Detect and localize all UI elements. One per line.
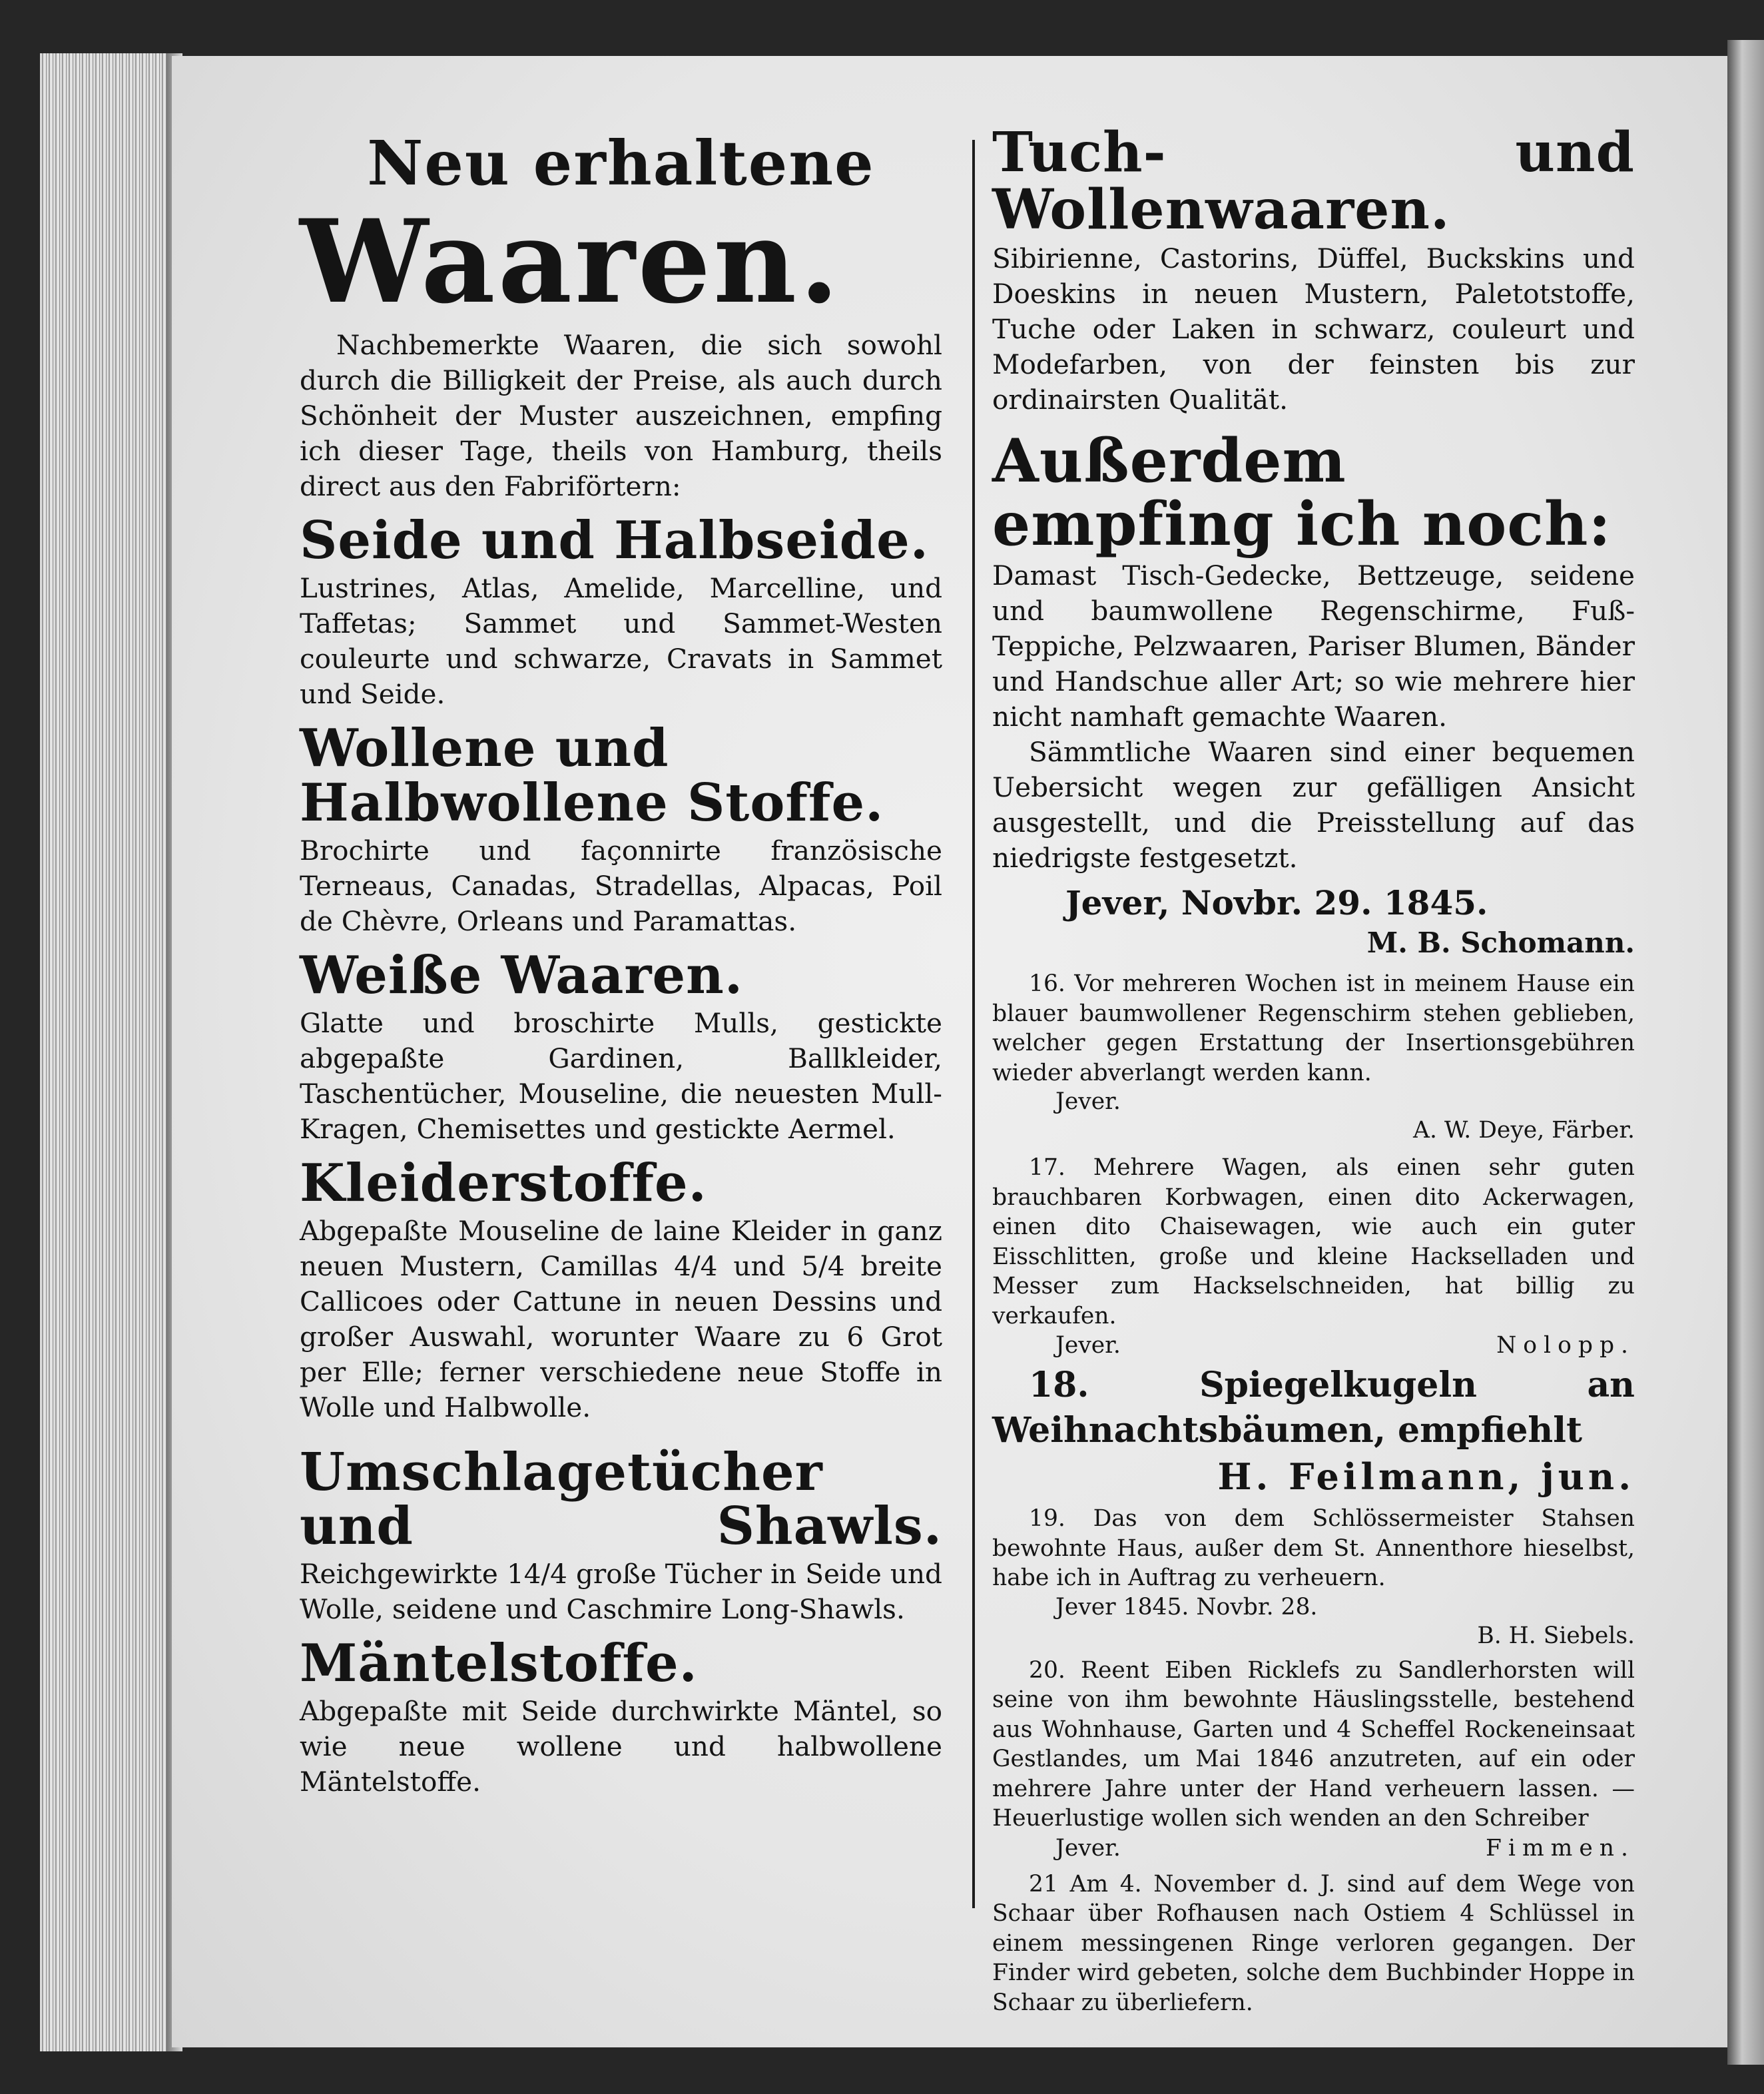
ad-17-text: 17. Mehrere Wagen, als einen sehr guten brauchbaren Korbwagen, einen dito Ackerwagen, einen dito Chaisewagen, wie auch ein guter Eisschlitten, große und kleine Hackselladen und Messer zum Hackselschneiden, hat billig zu verkaufen. [992,1154,1635,1329]
section-text-seide: Lustrines, Atlas, Amelide, Marcelline, und Taffetas; Sammet und Sammet-Westen couleurte und schwarze, Cravats in Sammet und Seide. [300,572,942,711]
column-divider [972,140,975,1908]
section-heading-weisse-waaren: Weiße Waaren. [300,944,744,1006]
left-column [300,120,942,1800]
ad-20-text: 20. Reent Eiben Ricklefs zu Sandlerhorsten will seine von ihm bewohnte Häuslingsstelle, bestehend aus Wohnhause, Garten und 4 Scheffel Rockeneinsaat Gestlandes, um Mai 1846 anzutreten, auf ein oder mehrere Jahre unter der Hand verheuern lassen. — Heuerlustige wollen sich wenden an den Schreiber [992,1656,1635,1832]
ad-16-text: 16. Vor mehreren Wochen ist in meinem Hause ein blauer baumwollener Regenschirm stehen geblieben, welcher gegen Erstattung der Insertionsgebühren wieder abverlangt werden kann. [992,970,1635,1086]
ad-16-place: Jever. [1055,1088,1121,1116]
section-heading-seide: Seide und Halbseide. [300,510,929,571]
ad-21-text: 21 Am 4. November d. J. sind auf dem Wege von Schaar über Rofhausen nach Ostiem 4 Schlüssel in einem messingenen Ringe verloren gegangen. Der Finder wird gebeten, solche dem Buchbinder Hoppe in Schaar zu überliefern. [992,1870,1635,2016]
ad-20-place: Jever. [1055,1834,1121,1862]
ad-16-signature: A. W. Deye, Färber. [1413,1117,1635,1144]
section-text-maentelstoffe: Abgepaßte mit Seide durchwirkte Mäntel, so wie neue wollene und halbwollene Mäntelstoffe. [300,1695,942,1798]
section-text-kleiderstoffe: Abgepaßte Mouseline de laine Kleider in ganz neuen Mustern, Camillas 4/4 und 5/4 breite Callicoes oder Cattune in neuen Dessins und großer Auswahl, worunter Waare zu 6 Grot per Elle; ferner verschiedene neue Stoffe in Wolle und Halbwolle. [300,1214,942,1423]
ad-19-text: 19. Das von dem Schlössermeister Stahsen bewohnte Haus, außer dem St. Annenthore hieselbst, habe ich in Auftrag zu verheuern. [992,1505,1635,1592]
intro-paragraph: Nachbemerkte Waaren, die sich sowohl durch die Billigkeit der Preise, als auch durch Schönheit der Muster auszeichnen, empfing ich dieser Tage, theils von Hamburg, theils direct aus den Fabriförtern: [300,329,942,503]
section-heading-tuch: Tuch- und Wollenwaaren. [992,121,1635,242]
ad-20-signature: Fimmen. [1485,1834,1635,1862]
ad-19-place: Jever 1845. Novbr. 28. [1055,1593,1318,1620]
signature-schomann: M. B. Schomann. [1366,926,1635,960]
ad-18-signature: H. Feilmann, jun. [1217,1455,1635,1499]
facing-page-edge [1727,40,1764,2065]
section-text-ausserdem: Damast Tisch-Gedecke, Bettzeuge, seidene und baumwollene Regenschirme, Fuß-Teppiche, Pelzwaaren, Pariser Blumen, Bänder und Handschue aller Art; so wie mehrere hier nicht namhaft gemachte Waaren. [992,559,1635,733]
section-heading-kleiderstoffe: Kleiderstoffe. [300,1152,707,1214]
ad-17-footer [992,1331,1635,1360]
dateline: Jever, Novbr. 29. 1845. [1065,883,1488,923]
ad-17-place: Jever. [1055,1332,1121,1359]
section-heading-ausserdem: Außerdem empfing ich noch: [992,426,1612,559]
section-text-tuch: Sibirienne, Castorins, Düffel, Buckskins und Doeskins in neuen Mustern, Paletotstoffe, Tuche oder Laken in schwarz, couleurt und Modefarben, von der feinsten bis zur ordinairsten Qualität. [992,242,1635,416]
section-text-wollene: Brochirte und façonnirte französische Terneaus, Canadas, Stradellas, Alpacas, Poil de Chèvre, Orleans und Paramattas. [300,834,942,937]
ad-20-footer [992,1834,1635,1863]
section-text-weisse-waaren: Glatte und broschirte Mulls, gestickte abgepaßte Gardinen, Ballkleider, Taschentücher, Mouseline, die neuesten Mull-Kragen, Chemisettes und gestickte Aermel. [300,1006,942,1145]
heading-neu-erhaltene: Neu erhaltene [367,127,875,199]
ad-18-text: 18. Spiegelkugeln an Weihnachtsbäumen, empfiehlt [992,1365,1635,1451]
ad-19-signature: B. H. Siebels. [1477,1622,1635,1649]
ad-17-signature: Nolopp. [1496,1332,1635,1359]
section-heading-maentelstoffe: Mäntelstoffe. [300,1633,698,1694]
heading-waaren: Waaren. [300,194,842,330]
right-column [992,120,1635,2017]
paragraph-saemmtliche: Sämmtliche Waaren sind einer bequemen Uebersicht wegen zur gefälligen Ansicht ausgestellt, und die Preisstellung auf das niedrigste festgesetzt. [992,736,1635,874]
book-page-edges [40,53,173,2051]
section-text-umschlagetuecher: Reichgewirkte 14/4 große Tücher in Seide und Wolle, seidene und Caschmire Long-Shawls. [300,1558,942,1626]
section-heading-wollene: Wollene und Halbwollene Stoffe. [300,718,884,833]
section-heading-umschlagetuecher: Umschlagetücher und Shawls. [300,1441,942,1557]
